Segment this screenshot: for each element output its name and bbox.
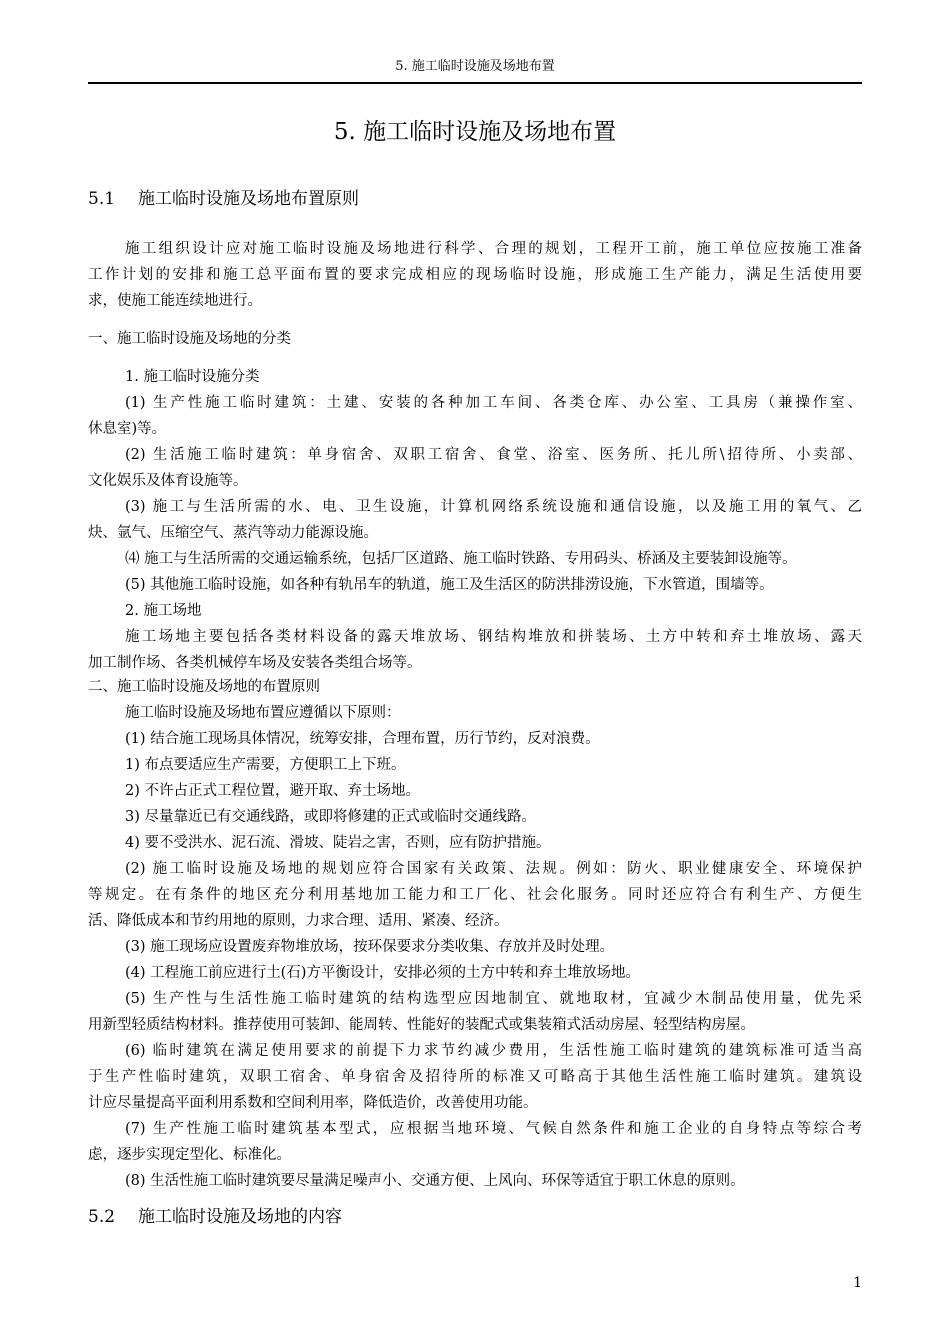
part-2-content [88, 700, 862, 1194]
section-number: 5.2 [88, 1207, 116, 1227]
list-item-line: 1) 布点要适应生产需要，方便职工上下班。 [125, 757, 406, 773]
section-title: 施工临时设施及场地的内容 [138, 1207, 342, 1227]
header-rule [88, 82, 862, 84]
section-title: 施工临时设施及场地布置原则 [138, 189, 359, 209]
list-item-line: (7) 生产性施工临时建筑基本型式，应根据当地环境、气候自然条件和施工企业的自身特点等综合考 [125, 1121, 862, 1137]
list-item-line: (8) 生活性施工临时建筑要尽量满足噪声小、交通方便、上风向、环保等适宜于职工休息的原则。 [125, 1173, 745, 1189]
running-header: 5. 施工临时设施及场地布置 [395, 59, 555, 74]
list-item-line: 文化娱乐及体育设施等。 [88, 473, 248, 489]
list-item-line: 炔、氩气、压缩空气、蒸汽等动力能源设施。 [88, 525, 378, 541]
list-item-line: (1) 结合施工现场具体情况，统筹安排，合理布置，历行节约，反对浪费。 [125, 731, 600, 747]
subheading-line: 2. 施工场地 [125, 603, 202, 619]
list-item-line: (1) 生产性施工临时建筑：土建、安装的各种加工车间、各类仓库、办公室、工具房（兼操作室、 [125, 395, 862, 411]
part-2-heading: 二、施工临时设施及场地的布置原则 [88, 679, 320, 695]
list-item-line: ⑷ 施工与生活所需的交通运输系统，包括厂区道路、施工临时铁路、专用码头、桥涵及主要装卸设施等。 [125, 551, 797, 567]
list-item-line: 3) 尽量靠近已有交通线路，或即将修建的正式或临时交通线路。 [125, 809, 536, 825]
list-item-line: (2) 生活施工临时建筑：单身宿舍、双职工宿舍、食堂、浴室、医务所、托儿所\招待所、小卖部、 [125, 447, 862, 463]
section-heading-5-2 [88, 1204, 342, 1230]
paragraph-line: 工作计划的安排和施工总平面布置的要求完成相应的现场临时设施，形成施工生产能力，满足生活使用要 [88, 267, 862, 283]
list-item-line: 用新型轻质结构材料。推荐使用可装卸、能周转、性能好的装配式或集装箱式活动房屋、轻型结构房屋。 [88, 1017, 755, 1033]
part-1-heading: 一、施工临时设施及场地的分类 [88, 331, 291, 347]
list-item-line: (5) 生产性与生活性施工临时建筑的结构选型应因地制宜、就地取材，宜减少木制品使用量，优先采 [125, 991, 862, 1007]
intro-paragraph [88, 236, 862, 314]
list-item-line: (2) 施工临时设施及场地的规划应符合国家有关政策、法规。例如：防火、职业健康安全、环境保护 [125, 861, 862, 877]
paragraph-line: 施工场地主要包括各类材料设备的露天堆放场、钢结构堆放和拼装场、土方中转和弃土堆放场、露天 [125, 629, 862, 645]
list-item-line: (6) 临时建筑在满足使用要求的前提下力求节约减少费用，生活性施工临时建筑的建筑标准可适当高 [125, 1043, 862, 1059]
list-item-line: (3) 施工现场应设置废弃物堆放场，按环保要求分类收集、存放并及时处理。 [125, 939, 615, 955]
page-number: 1 [853, 1275, 862, 1291]
paragraph-line: 施工组织设计应对施工临时设施及场地进行科学、合理的规划，工程开工前，施工单位应按施工准备 [125, 241, 862, 257]
list-item-line: (4) 工程施工前应进行土(石)方平衡设计，安排必须的土方中转和弃土堆放场地。 [125, 965, 640, 981]
section-heading-5-1 [88, 186, 359, 212]
list-item-line: 计应尽量提高平面利用系数和空间利用率，降低造价，改善使用功能。 [88, 1095, 538, 1111]
list-item-line: 虑，逐步实现定型化、标准化。 [88, 1147, 291, 1163]
document-title: 5. 施工临时设施及场地布置 [333, 119, 617, 145]
list-item-line: 等规定。在有条件的地区充分利用基地加工能力和工厂化、社会化服务。同时还应符合有利生产、方便生 [88, 887, 862, 903]
list-item-line: 活、降低成本和节约用地的原则，力求合理、适用、紧凑、经济。 [88, 913, 509, 929]
paragraph-line: 求，使施工能连续地进行。 [88, 293, 262, 309]
list-item-line: 4) 要不受洪水、泥石流、滑坡、陡岩之害，否则，应有防护措施。 [125, 835, 551, 851]
list-item-line: (3) 施工与生活所需的水、电、卫生设施，计算机网络系统设施和通信设施，以及施工用的氧气、乙 [125, 499, 862, 515]
part-1-content [88, 364, 862, 676]
list-item-line: 2) 不许占正式工程位置，避开取、弃土场地。 [125, 783, 420, 799]
list-item-line: 休息室)等。 [88, 421, 167, 437]
paragraph-line: 施工临时设施及场地布置应遵循以下原则： [125, 705, 401, 721]
list-item-line: (5) 其他施工临时设施，如各种有轨吊车的轨道，施工及生活区的防洪排涝设施，下水管道，围墙等。 [125, 577, 774, 593]
paragraph-line: 加工制作场、各类机械停车场及安装各类组合场等。 [88, 655, 422, 671]
section-number: 5.1 [88, 189, 116, 209]
list-item-line: 于生产性临时建筑，双职工宿舍、单身宿舍及招待所的标准又可略高于其他生活性施工临时建筑。建筑设 [88, 1069, 862, 1085]
subheading-line: 1. 施工临时设施分类 [125, 369, 260, 385]
